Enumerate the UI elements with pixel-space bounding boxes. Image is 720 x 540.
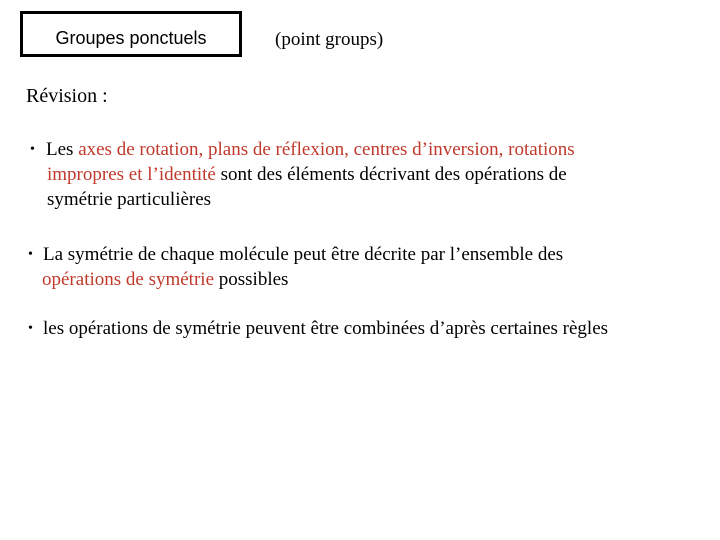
bullet-line	[30, 137, 575, 162]
text-span: sont des éléments décrivant des opérations de	[215, 164, 567, 185]
text-span: possibles	[214, 269, 289, 290]
page-title: Groupes ponctuels	[55, 28, 207, 48]
highlight-text: impropres et l’identité	[47, 164, 216, 185]
bullet-item	[28, 242, 563, 292]
bullet-line	[28, 267, 563, 292]
highlight-text: axes de rotation, plans de réflexion, centres d’inversion, rotations	[78, 139, 575, 160]
bullet-icon: •	[28, 321, 33, 336]
highlight-text: opérations de symétrie	[42, 269, 215, 290]
section-label: Révision :	[26, 85, 108, 107]
bullet-line: symétrie particulières	[47, 189, 212, 210]
text-span: Les	[46, 139, 79, 160]
title-box	[20, 11, 242, 57]
bullet-item	[30, 137, 575, 212]
bullet-line	[30, 162, 575, 187]
bullet-line: La symétrie de chaque molécule peut être décrite par l’ensemble des	[43, 244, 564, 265]
bullet-item	[28, 316, 608, 341]
subtitle: (point groups)	[275, 29, 384, 50]
bullet-icon: •	[28, 247, 33, 262]
bullet-line: les opérations de symétrie peuvent être combinées d’après certaines règles	[43, 318, 609, 339]
bullet-icon: •	[30, 142, 35, 157]
